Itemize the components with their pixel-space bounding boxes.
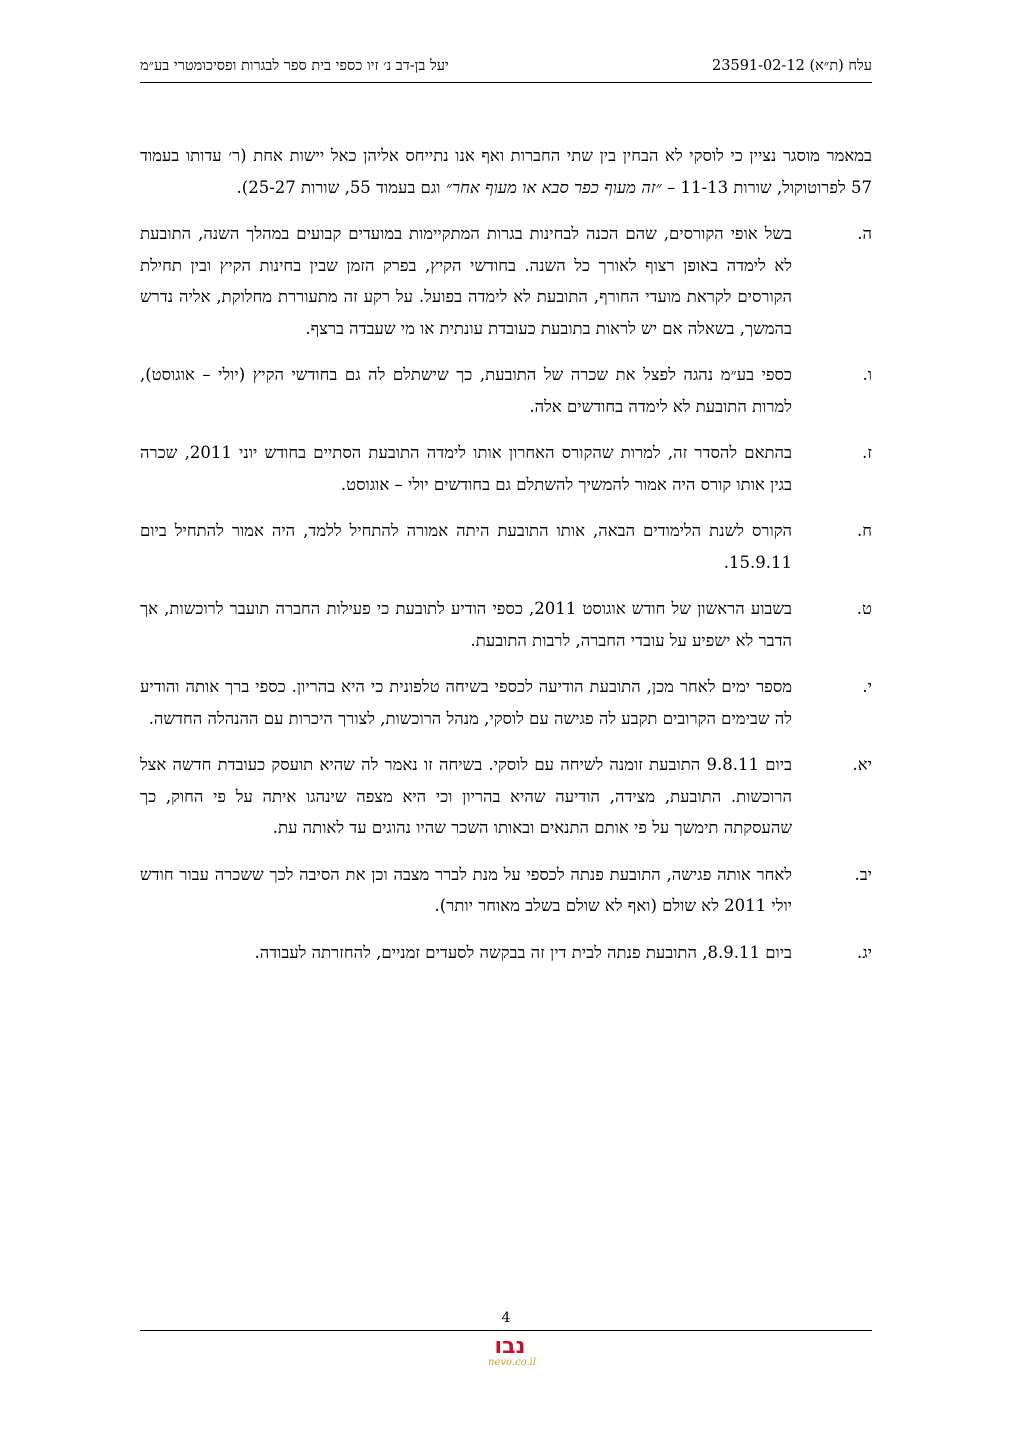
numbered-paragraph: [140, 671, 872, 734]
paragraph-text: ביום 8.9.11, התובעת פנתה לבית דין זה בבקשה לסעדים זמניים, להחזרתה לעבודה.: [254, 942, 792, 962]
nevo-logo-domain: nevo.co.il: [487, 1357, 537, 1368]
nevo-logo: [460, 1334, 560, 1368]
paragraph-text: בהתאם להסדר זה, למרות שהקורס האחרון אותו לימדה התובעת הסתיים בחודש יוני 2011, שכרה בגין אותו קורס היה אמור להמשיך להשתלם גם בחודשים יולי – אוגוסט.: [140, 443, 792, 494]
numbered-paragraph: [140, 515, 872, 578]
paragraph-text: לאחר אותה פגישה, התובעת פנתה לכספי על מנת לברר מצבה וכן את הסיבה לכך ששכרה עבור חודש יולי 2011 לא שולם (ואף לא שולם בשלב מאוחר יותר).: [140, 864, 792, 915]
intro-paragraph: [140, 140, 872, 203]
numbered-paragraph: [140, 937, 872, 969]
paragraph-number: יג.: [856, 942, 872, 962]
numbered-paragraph: [140, 437, 872, 500]
intro-text-b: וגם בעמוד 55, שורות 25-27).: [236, 177, 446, 197]
paragraph-number: יב.: [854, 864, 872, 884]
numbered-paragraph: [140, 218, 872, 344]
paragraph-text: בשל אופי הקורסים, שהם הכנה לבחינות בגרות המתקיימות במועדים קבועים במהלך השנה, התובעת לא לימדה באופן רצוף לאורך כל השנה. בחודשי הקיץ, בפרק הזמן שבין בחינות הקיץ ובין תחילת הקורסים לקראת מועדי החורף, התובעת לא לימדה בפועל. על רקע זה מתעוררת מחלוקת, אליה נדרש בהמשך, בשאלה אם יש לראות בתובעת כעובדת עונתית או מי שעבדה ברצף.: [140, 224, 792, 338]
intro-quote: ״זה מעוף כפר סבא או מעוף אחר״: [445, 177, 662, 197]
document-body: [140, 140, 872, 983]
paragraph-number: ט.: [856, 599, 872, 618]
numbered-paragraph: [140, 749, 872, 844]
intro-text-a: במאמר מוסגר נציין כי לוסקי לא הבחין בין שתי החברות ואף אנו נתייחס אליהן כאל יישות אחת (ר׳ עדותו בעמוד 57 לפרוטוקול, שורות 11-13 –: [140, 146, 872, 197]
paragraph-number: ה.: [857, 224, 872, 243]
case-parties: יעל בן-דב נ׳ זיו כספי בית ספר לבגרות ופסיכומטרי בע״מ: [140, 58, 449, 74]
paragraph-number: יא.: [852, 755, 872, 774]
paragraph-text: בשבוע הראשון של חודש אוגוסט 2011, כספי הודיע לתובעת כי פעילות החברה תועבר לרוכשות, אך הדבר לא ישפיע על עובדי החברה, לרבות התובעת.: [140, 599, 792, 650]
footer-divider: [140, 1330, 872, 1331]
numbered-paragraph: [140, 859, 872, 922]
numbered-paragraph: [140, 359, 872, 422]
nevo-logo-word: נבו: [494, 1334, 526, 1359]
header-divider: [140, 82, 872, 83]
paragraph-number: ח.: [856, 521, 872, 540]
paragraph-text: כספי בע״מ נהגה לפצל את שכרה של התובעת, כך שישתלם לה גם בחודשי הקיץ (יולי – אוגוסט), למרות התובעת לא לימדה בחודשים אלה.: [140, 365, 792, 416]
numbered-paragraph-list: [140, 218, 872, 968]
paragraph-text: ביום 9.8.11 התובעת זומנה לשיחה עם לוסקי. בשיחה זו נאמר לה שהיא תועסק כעובדת חדשה אצל הרוכשות. התובעת, מצידה, הודיעה שהיא בהריון וכי היא מצפה שינהגו איתה על פי החוק, כך שהעסקתה תימשך על פי אותם התנאים ובאותו השכר שהיו נהוגים עד לאותה עת.: [140, 755, 792, 837]
paragraph-text: מספר ימים לאחר מכן, התובעת הודיעה לכספי בשיחה טלפונית כי היא בהריון. כספי ברך אותה והודיע לה שבימים הקרובים תקבע לה פגישה עם לוסקי, מנהל הרוכשות, לצורך היכרות עם ההנהלה החדשה.: [140, 677, 792, 728]
paragraph-number: ז.: [862, 443, 872, 462]
page-header: [140, 58, 872, 80]
paragraph-number: ו.: [862, 365, 872, 384]
paragraph-text: הקורס לשנת הלימודים הבאה, אותו התובעת היתה אמורה להתחיל ללמד, היה אמור להתחיל ביום 15.9.11.: [140, 521, 792, 572]
paragraph-number: י.: [862, 677, 872, 696]
page-number: 4: [501, 1310, 511, 1326]
case-title: עלח (ת״א) 23591-02-12: [712, 58, 872, 74]
numbered-paragraph: [140, 593, 872, 656]
